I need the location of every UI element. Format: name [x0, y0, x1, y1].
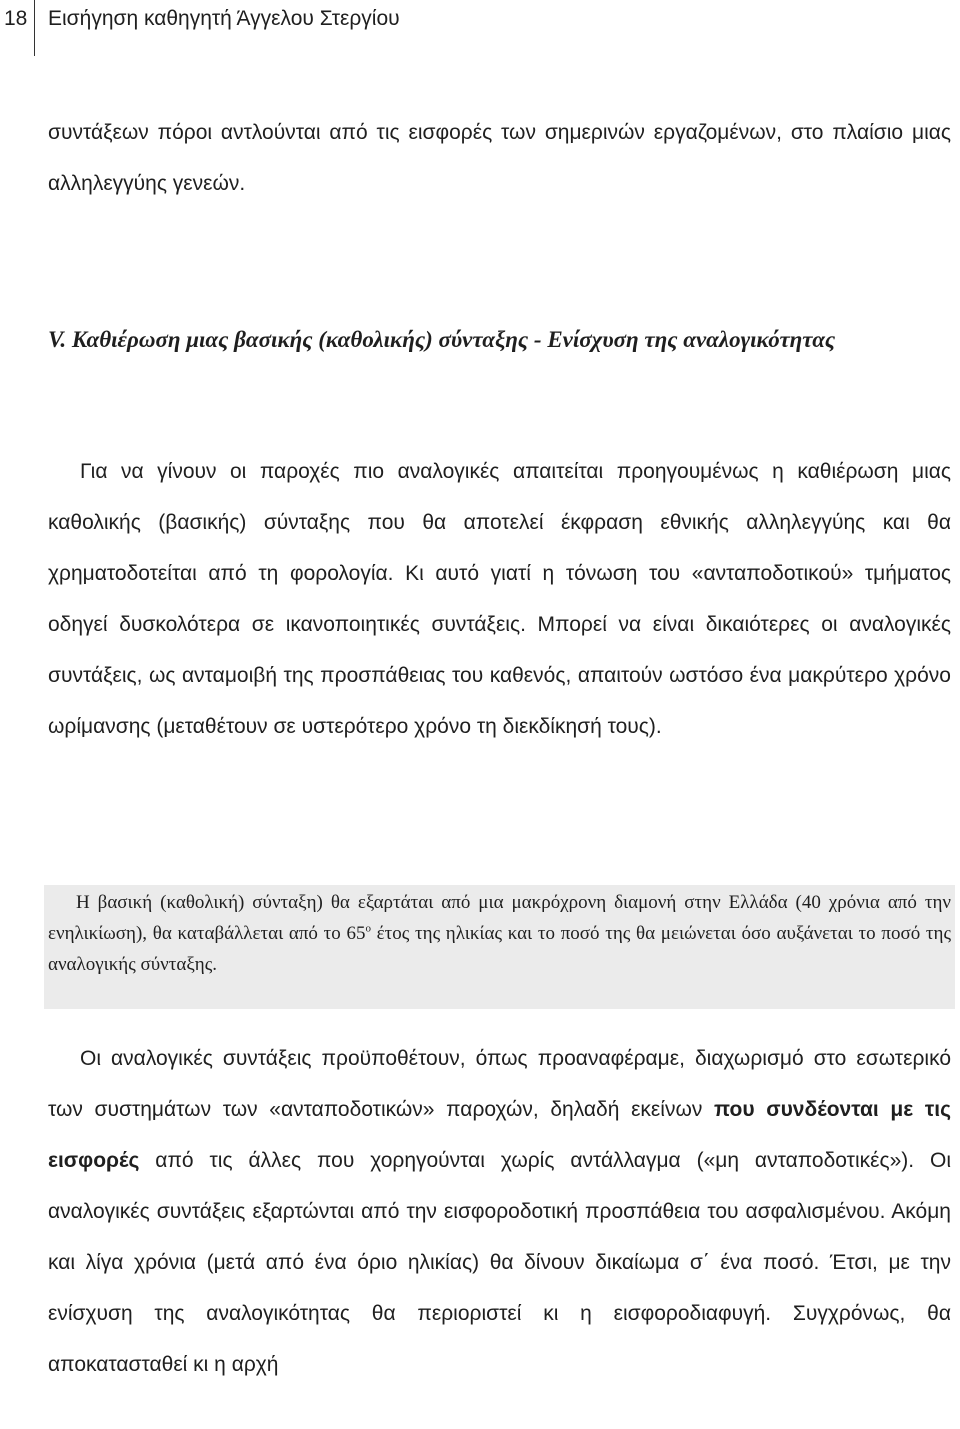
running-title: Εισήγηση καθηγητή Άγγελου Στεργίου	[48, 7, 400, 30]
carryover-paragraph: συντάξεων πόροι αντλούνται από τις εισφορές των σημερινών εργαζομένων, στο πλαίσιο μιας αλληλεγγύης γενεών.	[48, 121, 951, 195]
main-bold-phrase: που συνδέονται με τις εισφορές	[48, 1098, 951, 1172]
main-text-start: Οι αναλογικές συντάξεις προϋποθέτουν, όπως προαναφέραμε, διαχωρισμό στο εσωτερικό των συστημάτων των «ανταποδοτικών» παροχών, δηλαδή εκείνων	[48, 1047, 951, 1121]
main-text-end: από τις άλλες που χορηγούνται χωρίς αντάλλαγμα («μη ανταποδοτικές»). Οι αναλογικές συντάξεις εξαρτώνται από την εισφοροδοτική προσπάθεια του ασφαλισμένου. Ακόμη και λίγα χρόνια (μετά από ένα όριο ηλικίας) θα δίνουν δικαίωμα σ΄ ένα ποσό. Έτσι, με την ενίσχυση της αναλογικότητας θα περιοριστεί κι η εισφοροδιαφυγή. Συγχρόνως, θα αποκατασταθεί κι η αρχή	[48, 1149, 951, 1376]
ordinal-superscript: ο	[365, 922, 371, 935]
main-paragraph	[48, 1033, 951, 1390]
header-divider	[34, 0, 35, 56]
section-heading: V. Καθιέρωση μιας βασικής (καθολικής) σύνταξης - Ενίσχυση της αναλογικότητας	[48, 327, 836, 352]
intro-paragraph: Για να γίνουν οι παροχές πιο αναλογικές απαιτείται προηγουμένως η καθιέρωση μιας καθολικής (βασικής) σύνταξης που θα αποτελεί έκφραση εθνικής αλληλεγγύης και θα χρηματοδοτείται από τη φορολογία. Κι αυτό γιατί η τόνωση του «ανταποδοτικού» τμήματος οδηγεί δυσκολότερα σε ικανοποιητικές συντάξεις. Μπορεί να είναι δικαιότερες οι αναλογικές συντάξεις, ως ανταμοιβή της προσπάθειας του καθενός, απαιτούν ωστόσο ένα μακρύτερο χρόνο ωρίμανσης (μεταθέτουν σε υστερότερο χρόνο τη διεκδίκησή τους).	[48, 460, 951, 738]
page-number: 18	[4, 7, 28, 30]
highlight-text-start: Η βασική (καθολική) σύνταξη) θα εξαρτάται από μια μακρόχρονη διαμονή στην Ελλάδα (40 χρόνια από την ενηλικίωση), θα καταβάλλεται από το 65	[48, 892, 951, 944]
highlight-paragraph	[48, 887, 951, 980]
highlight-text-end: έτος της ηλικίας και το ποσό της θα μειώνεται όσο αυξάνεται το ποσό της αναλογικής σύνταξης.	[48, 923, 952, 975]
page-header	[0, 0, 960, 56]
